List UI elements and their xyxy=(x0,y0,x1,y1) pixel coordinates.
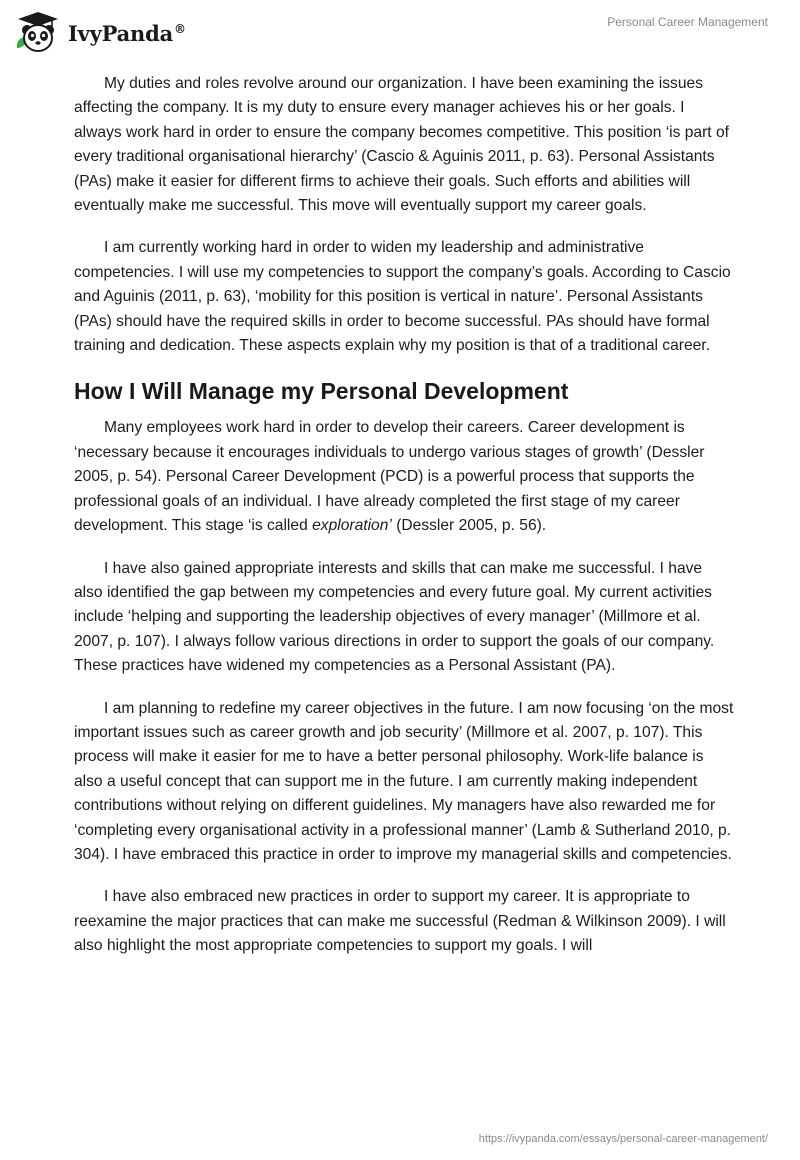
logo-wordmark xyxy=(68,21,186,46)
paragraph-2: I am currently working hard in order to widen my leadership and administrative competencies. I will use my competencies to support the company’s goals. According to Cascio and Aguinis (2011, p. 63), ‘mobility for this position is vertical in nature’. Personal Assistants (PAs) should have the required skills in order to become successful. PAs should have formal training and dedication. These aspects explain why my position is that of a traditional career. xyxy=(74,239,731,355)
paragraph-5: I am planning to redefine my career objectives in the future. I am now focusing ‘on the most important issues such as career growth and job security’ (Millmore et al. 2007, p. 107). This process will make it easier for me to have a better personal philosophy. Work-life balance is also a useful concept that can support me in the future. I am currently making independent contributions without relying on different guidelines. My managers have also rewarded me for ‘completing every organisational activity in a professional manner’ (Lamb & Sutherland 2010, p. 304). I have embraced this practice in order to improve my managerial skills and competencies. xyxy=(74,699,734,863)
paragraph-4: I have also gained appropriate interests and skills that can make me successful. I have also identified the gap between my competencies and every future goal. My current activities include ‘helping and supporting the leadership objectives of every manager’ (Millmore et al. 2007, p. 107). I always follow various directions in order to support the goals of our company. These practices have widened my competencies as a Personal Assistant (PA). xyxy=(74,559,715,675)
paragraph-3 xyxy=(74,416,734,538)
document-title: Personal Career Management xyxy=(607,15,768,29)
paragraph-3-text-a: Many employees work hard in order to develop their careers. Career development is ‘necessary because it encourages individuals to undergo various stages of growth’ (Dessler 2005, p. 54). Personal Career Development (PCD) is a powerful process that supports the professional goals of an individual. I have already completed the first stage of my career development. This stage ‘is called xyxy=(74,419,705,535)
logo-registered-mark: ® xyxy=(174,21,186,36)
source-url[interactable]: https://ivypanda.com/essays/personal-career-management/ xyxy=(478,1133,768,1145)
paragraph-1: My duties and roles revolve around our organization. I have been examining the issues affecting the company. It is my duty to ensure every manager achieves his or her goals. I always work hard in order to ensure the company becomes competitive. This position ‘is part of every traditional organisational hierarchy’ (Cascio & Aguinis 2011, p. 63). Personal Assistants (PAs) make it easier for different firms to achieve their goals. Such efforts and abilities will eventually make me successful. This move will eventually support my career goals. xyxy=(74,75,729,215)
section-heading: How I Will Manage my Personal Development xyxy=(74,378,569,405)
panda-graduation-icon xyxy=(14,10,62,54)
ivypanda-logo[interactable] xyxy=(14,10,186,54)
paragraph-3-text-b: (Dessler 2005, p. 56). xyxy=(391,517,547,535)
logo-text: IvyPanda xyxy=(68,20,174,46)
page-header xyxy=(0,0,800,64)
essay-body xyxy=(74,72,734,977)
paragraph-6: I have also embraced new practices in order to support my career. It is appropriate to reexamine the major practices that can make me successful (Redman & Wilkinson 2009). I will also highlight the most appropriate competencies to support my goals. I will xyxy=(74,888,726,955)
paragraph-3-emphasis: exploration’ xyxy=(312,517,392,535)
